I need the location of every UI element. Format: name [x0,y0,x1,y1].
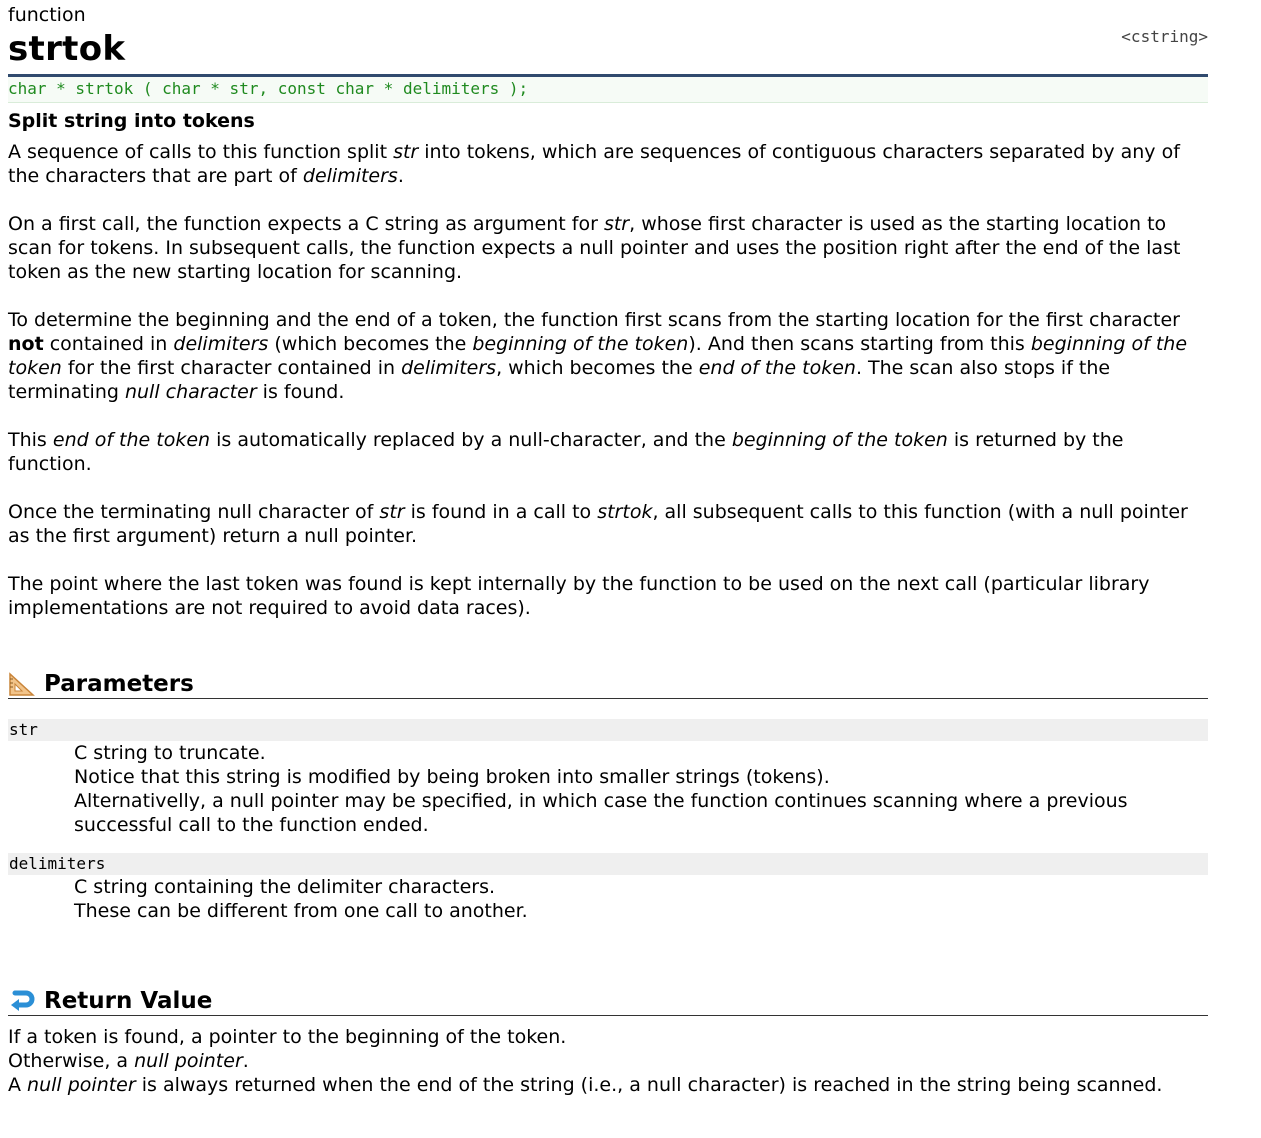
return-value-heading-text: Return Value [44,988,213,1014]
param-desc-line: These can be different from one call to another. [74,900,528,922]
return-arrow-icon [8,988,36,1014]
param-desc-line: C string to truncate. [74,742,266,764]
header-file-link[interactable]: <cstring> [1121,27,1208,46]
description-paragraph-2: On a first call, the function expects a C string as argument for str, whose first character is used as the starting location to scan for tokens. In subsequent calls, the function expects a null pointer and uses the position right after the end of the last token as the new starting location for scanning. [8,213,1181,283]
description-paragraph-5: Once the terminating null character of str is found in a call to strtok, all subsequent calls to this function (with a null pointer as the first argument) return a null pointer. [8,501,1188,547]
param-desc-delimiters [74,875,1208,923]
param-desc-str [74,741,1208,837]
return-value-text [8,1025,1208,1097]
entity-kind: function [8,4,86,26]
function-summary: Split string into tokens [8,110,255,132]
page-title: strtok [8,29,126,69]
parameters-heading [8,670,1208,699]
return-line-3: A null pointer is always returned when the end of the string (i.e., a null character) is reached in the string being scanned. [8,1074,1163,1096]
description-paragraph-6: The point where the last token was found is kept internally by the function to be used on the next call (particular library implementations are not required to avoid data races). [8,573,1150,619]
return-line-1: If a token is found, a pointer to the beginning of the token. [8,1026,567,1048]
param-desc-line: Alternativelly, a null pointer may be specified, in which case the function continues scanning where a previous successful call to the function ended. [74,790,1128,836]
return-value-heading [8,987,1208,1016]
description-paragraph-4: This end of the token is automatically replaced by a null-character, and the beginning of the token is returned by the function. [8,429,1124,475]
description-paragraph-3: To determine the beginning and the end of a token, the function first scans from the starting location for the first character not contained in delimiters (which becomes the beginning of the token). And then scans starting from this beginning of the token for the first character contained in delimiters, which becomes the end of the token. The scan also stops if the terminating null character is found. [8,309,1188,403]
description-paragraph-1: A sequence of calls to this function split str into tokens, which are sequences of contiguous characters separated by any of the characters that are part of delimiters. [8,141,1180,187]
param-desc-line: C string containing the delimiter characters. [74,876,496,898]
reference-page [8,0,1208,1097]
return-line-2: Otherwise, a null pointer. [8,1050,249,1072]
function-prototype: char * strtok ( char * str, const char * delimiters ); [8,77,1208,103]
param-name-str: str [8,719,1208,741]
ruler-triangle-icon [8,671,36,697]
param-desc-line: Notice that this string is modified by being broken into smaller strings (tokens). [74,766,830,788]
parameter-list [8,719,1208,923]
param-name-delimiters: delimiters [8,853,1208,875]
parameters-heading-text: Parameters [44,671,194,697]
